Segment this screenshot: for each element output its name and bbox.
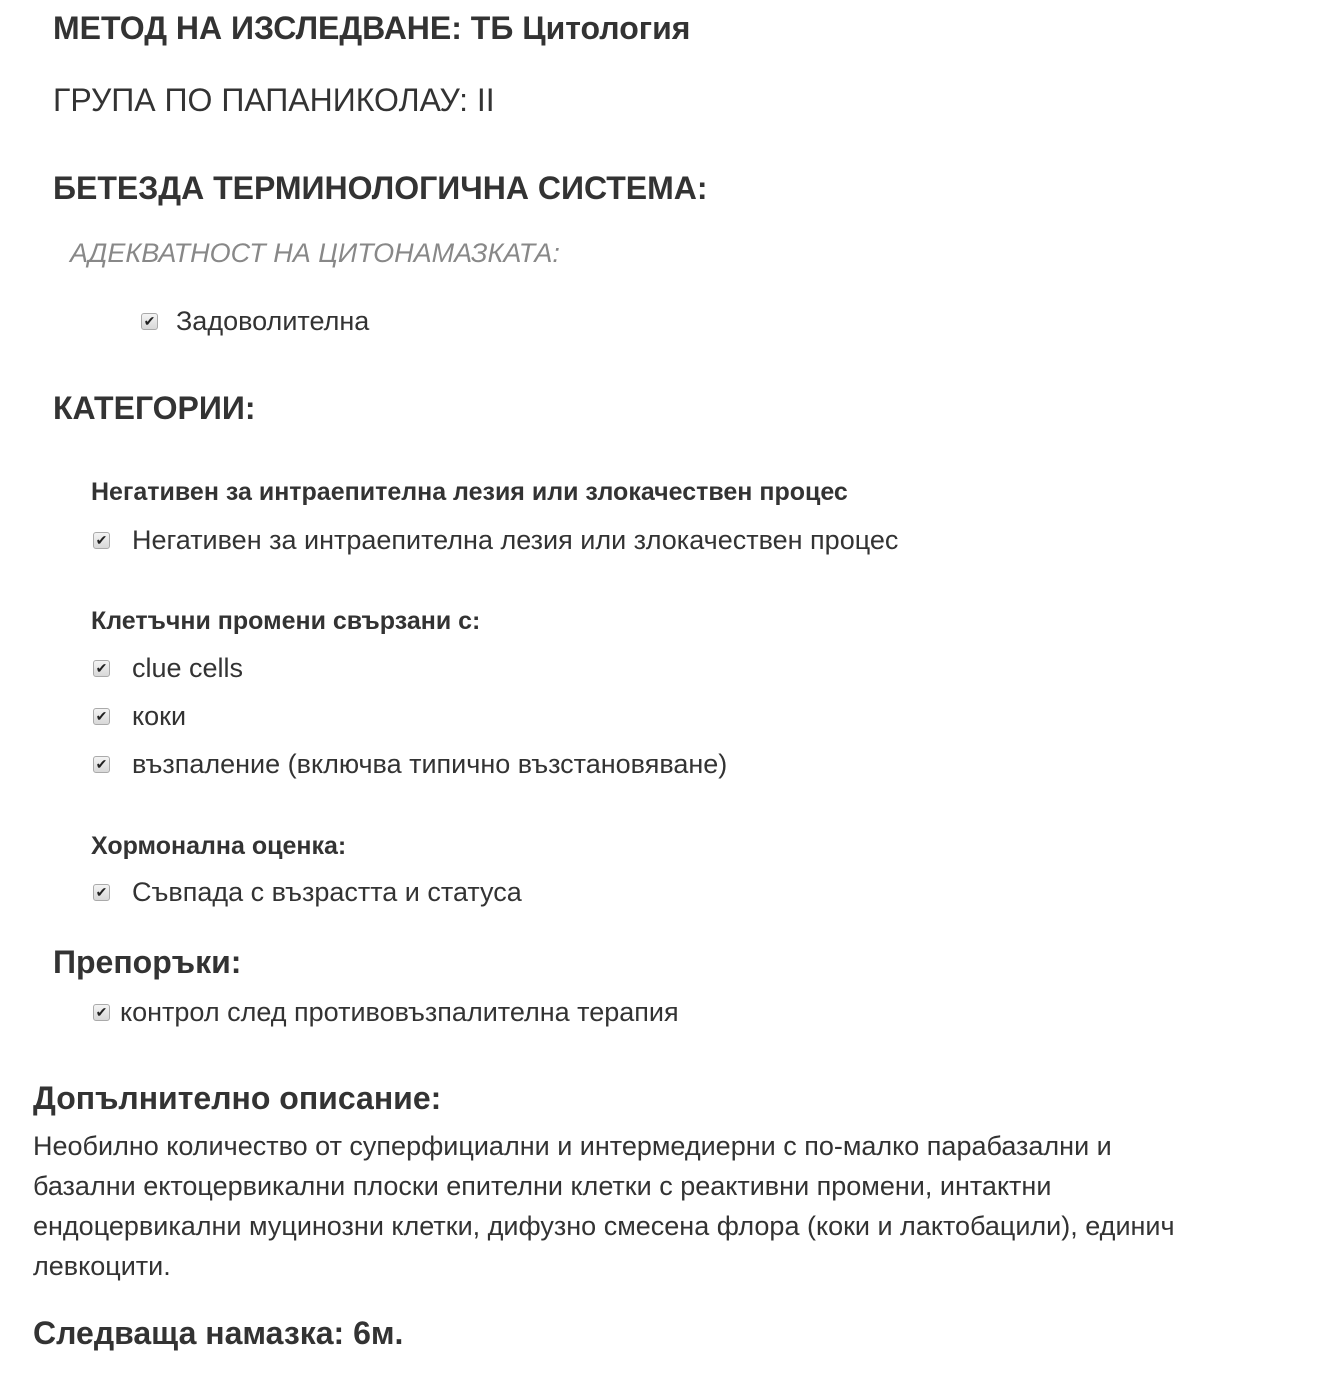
item-label: възпаление (включва типично възстановяване) [132,749,728,779]
list-item [93,749,727,780]
description-heading: Допълнително описание: [33,1080,442,1116]
group-label: Негативен за интраепителна лезия или злокачествен процес [91,478,848,506]
item-label: контрол след противовъзпалителна терапия [120,997,679,1027]
item-label: Съвпада с възрастта и статуса [132,877,522,907]
checkbox-checked[interactable]: ✔ [93,756,110,773]
recommendation-item [93,997,679,1028]
list-item [93,525,898,556]
checkbox-checked[interactable]: ✔ [93,532,110,549]
pap-group: ГРУПА ПО ПАПАНИКОЛАУ: II [53,82,495,118]
list-item [93,701,186,732]
item-label: clue cells [132,653,244,683]
bethesda-heading: БЕТЕЗДА ТЕРМИНОЛОГИЧНА СИСТЕМА: [53,170,708,206]
list-item [93,653,243,684]
checkbox-checked[interactable]: ✔ [93,660,110,677]
categories-heading: КАТЕГОРИИ: [53,390,256,426]
adequacy-label: АДЕКВАТНОСТ НА ЦИТОНАМАЗКАТА: [70,238,560,268]
recommendations-heading: Препоръки: [53,944,242,980]
next-smear: Следваща намазка: 6м. [33,1315,404,1351]
checkbox-checked[interactable]: ✔ [141,313,158,330]
method-heading: МЕТОД НА ИЗСЛЕДВАНЕ: ТБ Цитология [53,10,691,46]
checkbox-checked[interactable]: ✔ [93,708,110,725]
adequacy-item [141,306,369,337]
list-item [93,877,522,908]
group-label: Хормонална оценка: [91,832,347,860]
group-label: Клетъчни промени свързани с: [91,607,481,635]
item-label: коки [132,701,187,731]
item-label: Задоволителна [176,306,370,336]
checkbox-checked[interactable]: ✔ [93,884,110,901]
item-label: Негативен за интраепителна лезия или злокачествен процес [132,525,899,555]
description-line: ендоцервикални муцинозни клетки, дифузно смесена флора (коки и лактобацили), единич [33,1211,1175,1241]
description-text [33,1126,1175,1286]
description-line: базални ектоцервикални плоски епителни клетки с реактивни промени, интактни [33,1171,1052,1201]
description-line: левкоцити. [33,1251,171,1281]
description-line: Необилно количество от суперфициални и интермедиерни с по-малко парабазални и [33,1131,1112,1161]
checkbox-checked[interactable]: ✔ [93,1004,110,1021]
